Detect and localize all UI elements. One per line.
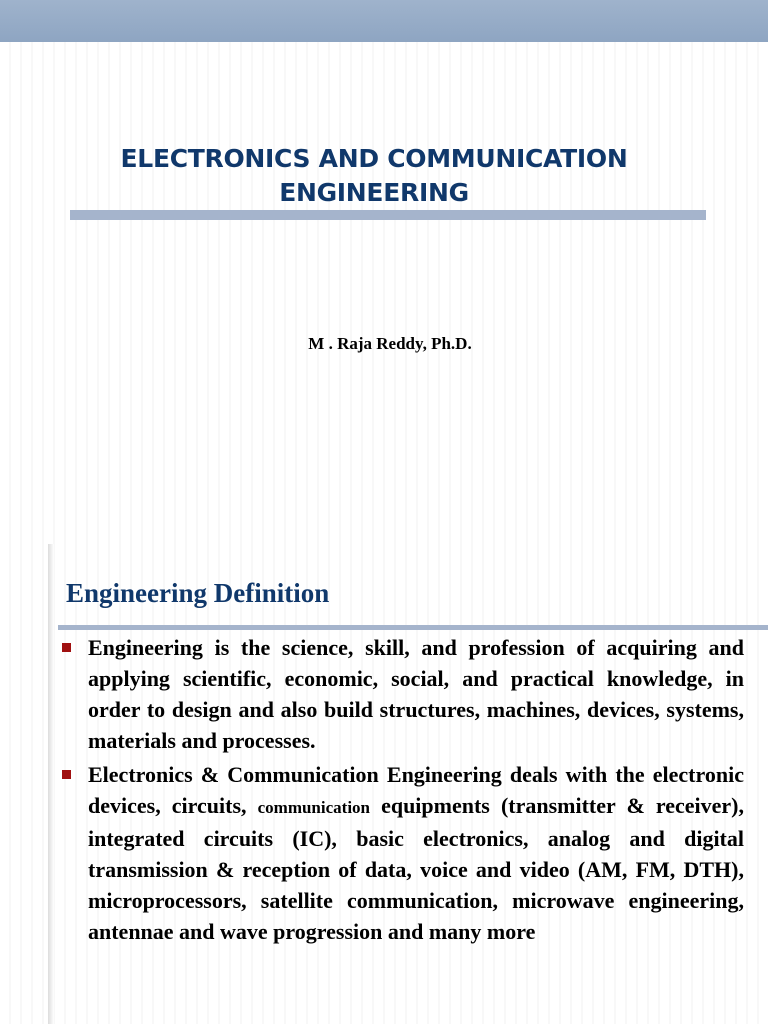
title-slide [0,42,768,542]
title-underline [70,210,706,220]
list-item [60,632,744,756]
bullet-list [60,632,744,950]
top-banner [0,0,768,42]
author-name: M . Raja Reddy, Ph.D. [308,334,472,353]
slide-title: ELECTRONICS AND COMMUNICATION ENGINEERING [120,144,628,207]
list-item [60,759,744,947]
slide-edge [48,544,54,1024]
square-bullet-icon [62,643,71,652]
bullet-text: Electronics & Communication Engineering deals with the electronic devices, circuits, [88,762,744,818]
bullet-text: Engineering is the science, skill, and profession of acquiring and applying scientific, economic, social, and practical knowledge, in order to design and also build structures, machines, devices, systems, materials and processes. [88,635,744,753]
bullet-text: equipments (transmitter & receiver), integrated circuits (IC), basic electronics, analog and digital transmission & reception of data, voice and video (AM, FM, DTH), microprocessors, satellite communication, microwave engineering, antennae and wave progression and many more [88,793,744,944]
square-bullet-icon [62,770,71,779]
definition-slide [48,544,768,1024]
bullet-text-small: communication [257,798,370,817]
section-heading: Engineering Definition [66,578,330,608]
heading-underline [58,625,768,630]
